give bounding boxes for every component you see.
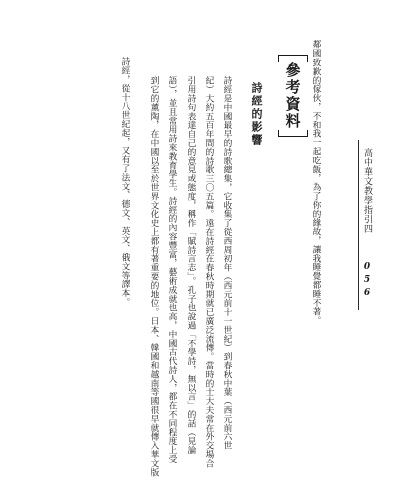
section-title: 參考資料 <box>283 62 302 130</box>
header-rule <box>358 140 359 310</box>
text-column: 引用詩句表達自己的意見或態度，稱作「賦詩言志」。孔子也說過「不學詩，無以言」的話（見論 <box>186 76 196 455</box>
page-number: 056 <box>362 262 372 301</box>
text-column: 詩經是中國最早的詩歌總集，它收集了從西周初年（西元前十一世紀）到春秋中葉（西元前六世 <box>222 76 232 450</box>
text-column: 語），並且常用詩來教育學生。詩經的內容豐富，藝術成就也高，中國古代詩人，都在不同程度上受 <box>167 76 177 464</box>
text-column: 到它的薰陶，在中國以至於世界文化史上都有著重要的地位。日本、韓國和越南等國很早就傳入華文版 <box>149 76 159 477</box>
running-title: 高中華文教學指引四 <box>362 148 372 234</box>
text-column: 紀）大約五百年間的詩歌三〇五篇。遠在詩經在春秋時期就已廣泛流傳。當時的士大夫常在外交場合 <box>204 76 214 468</box>
section-subtitle: 詩經的影響 <box>250 82 263 147</box>
section-heading-box <box>278 55 308 137</box>
text-column: 鄰國致歉的傢伙，不和我一起吃飯，為了你的緣故，讓我睡覺都睡不著。 <box>311 40 321 325</box>
text-column: 詩經，從十八世紀起，又有了法文、德文、英文、俄文等譯本。 <box>120 57 130 307</box>
